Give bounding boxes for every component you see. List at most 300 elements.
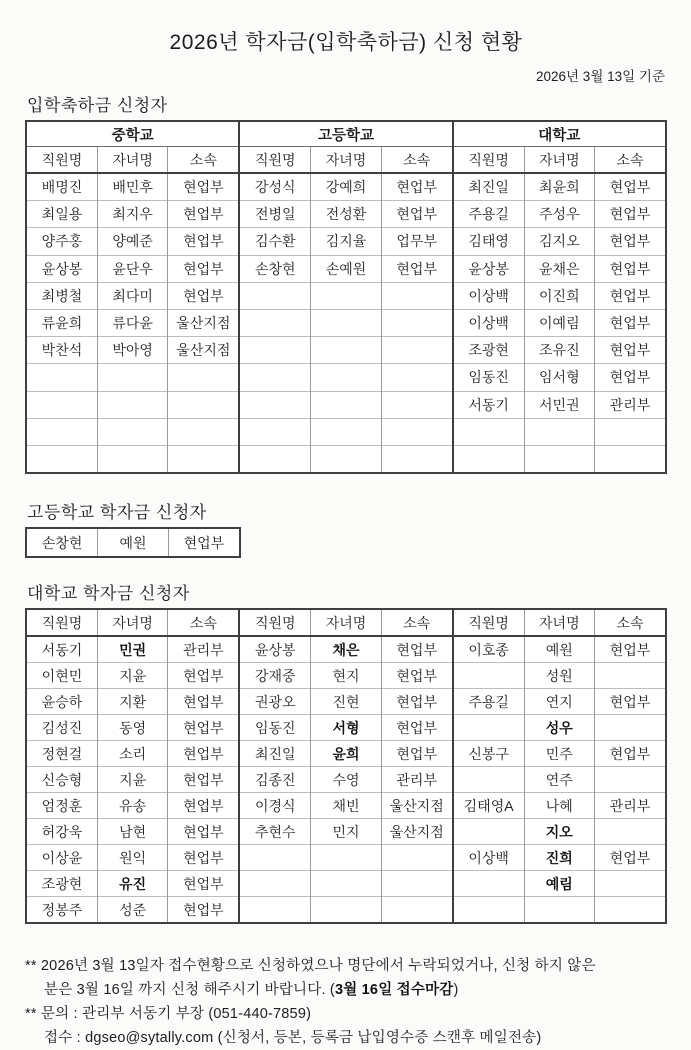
- cell-department: 현업부: [381, 201, 451, 228]
- column-header: 직원명: [454, 147, 524, 174]
- cell-child-name: [311, 871, 381, 897]
- column-header: 직원명: [240, 610, 310, 636]
- cell-employee-name: [240, 337, 310, 364]
- table-group: [27, 122, 238, 472]
- cell-department: 현업부: [168, 282, 238, 309]
- table-row: [27, 715, 238, 741]
- footnote-text: 접수 : dgseo@sytally.com (신청서, 등본, 등록금 납입영수증 스캔후 메일전송): [44, 1030, 542, 1047]
- cell-department: 현업부: [168, 663, 238, 689]
- cell-department: 현업부: [595, 255, 665, 282]
- cell-department: 현업부: [168, 201, 238, 228]
- school-name: 고등학교: [240, 122, 451, 147]
- table-row: [240, 793, 451, 819]
- column-header-row: [454, 610, 665, 636]
- cell-department: 업무부: [381, 228, 451, 255]
- cell-employee-name: [454, 767, 524, 793]
- cell-department: [168, 391, 238, 418]
- cell-employee-name: 이경식: [240, 793, 310, 819]
- cell-child-name: [311, 282, 381, 309]
- cell-employee-name: 정봉주: [27, 897, 97, 923]
- cell-child-name: 서형: [311, 715, 381, 741]
- cell-employee-name: 이상윤: [27, 845, 97, 871]
- cell-child-name: [524, 445, 594, 472]
- cell-child-name: [311, 309, 381, 336]
- table-group: [452, 610, 665, 922]
- table-row: [454, 445, 665, 472]
- table-row: [27, 391, 238, 418]
- table-row: [454, 173, 665, 201]
- cell-child-name: [524, 897, 594, 923]
- cell-department: [381, 391, 451, 418]
- cell-employee-name: 서동기: [27, 636, 97, 663]
- cell-employee-name: [27, 445, 97, 472]
- table-row: [27, 897, 238, 923]
- section-highschool-scholarship: [25, 498, 667, 558]
- cell-department: [168, 418, 238, 445]
- cell-department: 울산지점: [381, 793, 451, 819]
- cell-department: 현업부: [595, 689, 665, 715]
- cell-employee-name: 임동진: [240, 715, 310, 741]
- column-header: 자녀명: [311, 610, 381, 636]
- table-row: [240, 741, 451, 767]
- cell-child-name: 박아영: [97, 337, 167, 364]
- cell-department: 현업부: [381, 173, 451, 201]
- table-row: [240, 418, 451, 445]
- cell-child-name: [311, 391, 381, 418]
- cell-department: 현업부: [595, 364, 665, 391]
- footnote-text: ** 2026년 3월 13일자 접수현황으로 신청하였으나 명단에서 누락되었거나, 신청 하지 않은: [25, 958, 596, 975]
- cell-employee-name: 신봉구: [454, 741, 524, 767]
- cell-department: [381, 282, 451, 309]
- cell-child-name: [311, 897, 381, 923]
- column-header: 소속: [381, 610, 451, 636]
- cell-department: 현업부: [168, 767, 238, 793]
- cell-child-name: 나혜: [524, 793, 594, 819]
- cell-employee-name: 김태영: [454, 228, 524, 255]
- table-row: [240, 819, 451, 845]
- table-row: [240, 445, 451, 472]
- cell-employee-name: [240, 845, 310, 871]
- cell-child-name: 최지우: [97, 201, 167, 228]
- cell-department: 현업부: [168, 715, 238, 741]
- school-header-row: [454, 122, 665, 147]
- cell-child-name: 윤단우: [97, 255, 167, 282]
- table-row: [240, 636, 451, 663]
- table-row: [27, 418, 238, 445]
- section-heading-university: 대학교 학자금 신청자: [27, 584, 190, 604]
- cell-employee-name: 이호종: [454, 636, 524, 663]
- school-header-row: [27, 122, 238, 147]
- table-row: [240, 255, 451, 282]
- cell-employee-name: [454, 819, 524, 845]
- cell-department: 현업부: [168, 228, 238, 255]
- table-row: [27, 173, 238, 201]
- cell-child-name: 성우: [524, 715, 594, 741]
- table-row: [27, 793, 238, 819]
- table-row: [454, 418, 665, 445]
- cell-employee-name: [454, 445, 524, 472]
- column-header: 소속: [168, 610, 238, 636]
- cell-department: 현업부: [595, 741, 665, 767]
- table-row: [240, 871, 451, 897]
- cell-employee-name: 조광현: [454, 337, 524, 364]
- table-row: [240, 309, 451, 336]
- table-row: [454, 309, 665, 336]
- footnotes: [25, 954, 667, 1050]
- table-row: [454, 228, 665, 255]
- cell-department: 현업부: [381, 689, 451, 715]
- cell-employee-name: 최병철: [27, 282, 97, 309]
- table-row: [454, 741, 665, 767]
- cell-employee-name: 전병일: [240, 201, 310, 228]
- school-group-table: [27, 610, 238, 922]
- cell-child-name: 지환: [97, 689, 167, 715]
- cell-employee-name: 윤승하: [27, 689, 97, 715]
- table-group: [238, 122, 451, 472]
- table-row: [27, 337, 238, 364]
- cell-employee-name: 이상백: [454, 845, 524, 871]
- table-row: [454, 715, 665, 741]
- table-row: [454, 845, 665, 871]
- cell-employee-name: 김수환: [240, 228, 310, 255]
- cell-department: 현업부: [595, 201, 665, 228]
- school-header-row: [240, 122, 451, 147]
- column-header: 직원명: [27, 610, 97, 636]
- table-row: [27, 871, 238, 897]
- cell-employee-name: 김성진: [27, 715, 97, 741]
- cell-child-name: 지윤: [97, 767, 167, 793]
- table-row: [27, 255, 238, 282]
- cell-employee-name: 주용길: [454, 201, 524, 228]
- section-university-scholarship: [25, 579, 667, 924]
- table-row: [454, 391, 665, 418]
- cell-child-name: 채빈: [311, 793, 381, 819]
- cell-department: [381, 845, 451, 871]
- table-row: [27, 663, 238, 689]
- column-header-row: [240, 147, 451, 174]
- cell-employee-name: [240, 418, 310, 445]
- cell-child-name: [97, 418, 167, 445]
- cell-department: [168, 364, 238, 391]
- cell-employee-name: 이현민: [27, 663, 97, 689]
- cell-department: 현업부: [595, 636, 665, 663]
- cell-employee-name: 권광오: [240, 689, 310, 715]
- cell-child-name: 손예원: [311, 255, 381, 282]
- section-entrance-congratulation: [25, 91, 667, 474]
- cell-department: 현업부: [595, 337, 665, 364]
- cell-employee-name: 최일용: [27, 201, 97, 228]
- cell-child-name: 윤채은: [524, 255, 594, 282]
- table-row: [240, 897, 451, 923]
- cell-employee-name: [27, 418, 97, 445]
- cell-department: [381, 418, 451, 445]
- cell-employee-name: 윤상봉: [454, 255, 524, 282]
- cell-child-name: 지윤: [97, 663, 167, 689]
- cell-child-name: [311, 845, 381, 871]
- footnote-line: [25, 954, 667, 978]
- table-row: [454, 337, 665, 364]
- cell-child-name: 최윤희: [524, 173, 594, 201]
- cell-child-name: [97, 391, 167, 418]
- cell-employee-name: 류윤희: [27, 309, 97, 336]
- table-row: [454, 364, 665, 391]
- cell-department: 현업부: [381, 636, 451, 663]
- cell-employee-name: 손창현: [240, 255, 310, 282]
- cell-child-name: 예원: [98, 529, 169, 556]
- column-header-row: [240, 610, 451, 636]
- cell-child-name: 전성환: [311, 201, 381, 228]
- cell-employee-name: 허강욱: [27, 819, 97, 845]
- cell-child-name: 이진희: [524, 282, 594, 309]
- cell-child-name: 연주: [524, 767, 594, 793]
- table-row: [240, 767, 451, 793]
- cell-child-name: 김지오: [524, 228, 594, 255]
- cell-department: [595, 445, 665, 472]
- cell-child-name: 소리: [97, 741, 167, 767]
- cell-child-name: 양예준: [97, 228, 167, 255]
- school-group-table: [240, 122, 451, 472]
- cell-department: 현업부: [168, 897, 238, 923]
- cell-child-name: 채은: [311, 636, 381, 663]
- cell-department: 현업부: [168, 871, 238, 897]
- cell-child-name: 원익: [97, 845, 167, 871]
- cell-department: [381, 445, 451, 472]
- cell-child-name: 연지: [524, 689, 594, 715]
- table-row: [240, 337, 451, 364]
- cell-child-name: 예림: [524, 871, 594, 897]
- cell-department: 울산지점: [381, 819, 451, 845]
- cell-child-name: [311, 364, 381, 391]
- cell-department: 현업부: [595, 845, 665, 871]
- cell-department: 현업부: [595, 228, 665, 255]
- school-group-table: [27, 122, 238, 472]
- cell-child-name: [97, 445, 167, 472]
- cell-employee-name: 신승형: [27, 767, 97, 793]
- cell-employee-name: 주용길: [454, 689, 524, 715]
- cell-child-name: [311, 418, 381, 445]
- school-group-table: [454, 122, 665, 472]
- cell-child-name: 예원: [524, 636, 594, 663]
- cell-child-name: [524, 418, 594, 445]
- cell-department: 울산지점: [168, 309, 238, 336]
- cell-department: 관리부: [381, 767, 451, 793]
- highschool-table-inner: [27, 529, 239, 556]
- cell-child-name: 최다미: [97, 282, 167, 309]
- table-row: [240, 663, 451, 689]
- cell-employee-name: 엄정훈: [27, 793, 97, 819]
- column-header: 소속: [381, 147, 451, 174]
- column-header: 소속: [595, 610, 665, 636]
- cell-child-name: 남현: [97, 819, 167, 845]
- cell-child-name: 배민후: [97, 173, 167, 201]
- cell-child-name: [311, 445, 381, 472]
- cell-employee-name: 배명진: [27, 173, 97, 201]
- cell-employee-name: [454, 871, 524, 897]
- cell-child-name: 민권: [97, 636, 167, 663]
- table-row: [27, 228, 238, 255]
- highschool-applicants-table: [25, 527, 241, 558]
- cell-child-name: 현지: [311, 663, 381, 689]
- cell-employee-name: [240, 364, 310, 391]
- cell-department: [595, 715, 665, 741]
- cell-child-name: 유송: [97, 793, 167, 819]
- table-row: [454, 201, 665, 228]
- cell-child-name: 성원: [524, 663, 594, 689]
- cell-department: 현업부: [381, 663, 451, 689]
- table-row: [454, 663, 665, 689]
- table-row: [27, 689, 238, 715]
- column-header: 자녀명: [97, 610, 167, 636]
- column-header: 직원명: [240, 147, 310, 174]
- cell-child-name: 강예희: [311, 173, 381, 201]
- column-header: 소속: [595, 147, 665, 174]
- school-group-table: [240, 610, 451, 922]
- table-row: [454, 871, 665, 897]
- cell-employee-name: [240, 309, 310, 336]
- university-applicants-table: [25, 608, 667, 924]
- cell-employee-name: 최진일: [240, 741, 310, 767]
- cell-department: [595, 418, 665, 445]
- footnote-line: [25, 978, 667, 1002]
- cell-department: 현업부: [381, 255, 451, 282]
- table-row: [454, 793, 665, 819]
- cell-employee-name: [240, 897, 310, 923]
- table-row: [240, 689, 451, 715]
- table-row: [27, 767, 238, 793]
- cell-department: [168, 445, 238, 472]
- cell-employee-name: [240, 282, 310, 309]
- cell-child-name: 임서형: [524, 364, 594, 391]
- cell-child-name: 윤희: [311, 741, 381, 767]
- cell-department: 현업부: [168, 741, 238, 767]
- school-group-table: [454, 610, 665, 922]
- cell-employee-name: [27, 364, 97, 391]
- table-row: [240, 228, 451, 255]
- cell-employee-name: 강재중: [240, 663, 310, 689]
- cell-department: [381, 364, 451, 391]
- table-row: [454, 636, 665, 663]
- cell-employee-name: 최진일: [454, 173, 524, 201]
- table-row: [27, 364, 238, 391]
- cell-department: 관리부: [595, 391, 665, 418]
- cell-department: 현업부: [168, 819, 238, 845]
- footnote-text: ** 문의 : 관리부 서동기 부장 (051-440-7859): [25, 1006, 312, 1023]
- cell-child-name: 유진: [97, 871, 167, 897]
- cell-employee-name: 정현걸: [27, 741, 97, 767]
- cell-employee-name: 윤상봉: [27, 255, 97, 282]
- cell-department: 현업부: [168, 255, 238, 282]
- cell-department: [595, 767, 665, 793]
- table-row: [27, 201, 238, 228]
- table-group: [238, 610, 451, 922]
- cell-department: [381, 337, 451, 364]
- cell-child-name: 수영: [311, 767, 381, 793]
- cell-child-name: 이예림: [524, 309, 594, 336]
- cell-child-name: 진현: [311, 689, 381, 715]
- table-row: [27, 445, 238, 472]
- footnote-line: [25, 1002, 667, 1026]
- cell-child-name: 서민권: [524, 391, 594, 418]
- table-row: [454, 689, 665, 715]
- cell-department: 현업부: [168, 793, 238, 819]
- cell-child-name: 동영: [97, 715, 167, 741]
- table-row: [27, 529, 239, 556]
- table-row: [454, 255, 665, 282]
- cell-employee-name: 추현수: [240, 819, 310, 845]
- table-row: [240, 201, 451, 228]
- cell-department: 현업부: [381, 741, 451, 767]
- column-header-row: [454, 147, 665, 174]
- table-row: [27, 636, 238, 663]
- footnote-line: [25, 1026, 667, 1050]
- table-group: [452, 122, 665, 472]
- column-header: 자녀명: [97, 147, 167, 174]
- table-row: [454, 897, 665, 923]
- column-header-row: [27, 610, 238, 636]
- cell-department: [595, 871, 665, 897]
- cell-employee-name: 박찬석: [27, 337, 97, 364]
- table-row: [240, 391, 451, 418]
- date-note: 2026년 3월 13일 기준: [535, 69, 665, 84]
- entrance-applicants-table: [25, 120, 667, 474]
- cell-child-name: 진희: [524, 845, 594, 871]
- column-header: 자녀명: [311, 147, 381, 174]
- cell-employee-name: 서동기: [454, 391, 524, 418]
- cell-employee-name: 양주홍: [27, 228, 97, 255]
- cell-employee-name: [454, 715, 524, 741]
- cell-child-name: [311, 337, 381, 364]
- cell-employee-name: 강성식: [240, 173, 310, 201]
- cell-child-name: 민주: [524, 741, 594, 767]
- column-header: 직원명: [454, 610, 524, 636]
- table-row: [240, 715, 451, 741]
- cell-employee-name: [454, 897, 524, 923]
- cell-department: 현업부: [168, 529, 239, 556]
- cell-employee-name: 김태영A: [454, 793, 524, 819]
- cell-child-name: 김지율: [311, 228, 381, 255]
- cell-employee-name: [240, 391, 310, 418]
- column-header-row: [27, 147, 238, 174]
- cell-department: [381, 871, 451, 897]
- cell-department: 관리부: [595, 793, 665, 819]
- cell-department: [595, 819, 665, 845]
- table-group: [27, 610, 238, 922]
- column-header: 자녀명: [524, 147, 594, 174]
- cell-department: 현업부: [168, 845, 238, 871]
- cell-employee-name: 이상백: [454, 282, 524, 309]
- cell-department: 울산지점: [168, 337, 238, 364]
- cell-department: 현업부: [168, 689, 238, 715]
- cell-employee-name: 이상백: [454, 309, 524, 336]
- cell-employee-name: 김종진: [240, 767, 310, 793]
- cell-department: [595, 897, 665, 923]
- footnote-emphasis: 3월 16일 접수마감: [334, 982, 454, 999]
- cell-employee-name: 손창현: [41, 534, 83, 551]
- cell-employee-name: [240, 871, 310, 897]
- cell-employee-name: 윤상봉: [240, 636, 310, 663]
- table-row: [240, 364, 451, 391]
- cell-department: 현업부: [595, 173, 665, 201]
- column-header: 자녀명: [524, 610, 594, 636]
- column-header: 직원명: [27, 147, 97, 174]
- cell-child-name: 조유진: [524, 337, 594, 364]
- cell-employee-name: [454, 418, 524, 445]
- table-row: [27, 845, 238, 871]
- column-header: 소속: [168, 147, 238, 174]
- cell-child-name: [97, 364, 167, 391]
- school-name: 대학교: [454, 122, 665, 147]
- cell-department: [381, 897, 451, 923]
